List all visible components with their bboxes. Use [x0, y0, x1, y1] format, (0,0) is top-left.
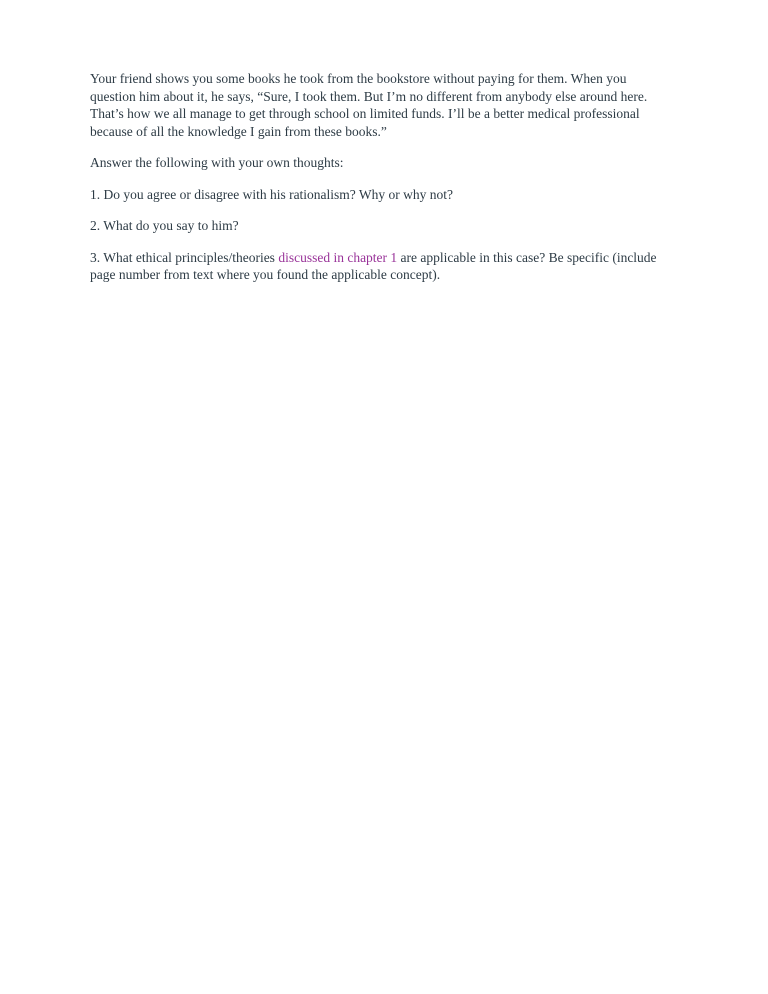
case-study-paragraph: Your friend shows you some books he took from the bookstore without paying for them. When you question him about it, he says, “Sure, I took them. But I’m no different from anybody else around here. That’s how we all manage to get through school on limited funds. I’ll be a better medical professional because of all the knowledge I gain from these books.”: [90, 71, 648, 139]
question-3-text-after: are applicable in this case? Be specific (include page number from text where you found the applicable concept).: [90, 249, 657, 282]
question-3-text-before: 3. What ethical principles/theories: [90, 249, 279, 265]
assignment-description: [90, 70, 673, 284]
chapter-1-link[interactable]: discussed in chapter 1: [278, 249, 398, 265]
instructions-line: Answer the following with your own thoughts:: [90, 155, 344, 170]
question-2: 2. What do you say to him?: [90, 218, 239, 233]
question-1: 1. Do you agree or disagree with his rationalism? Why or why not?: [90, 186, 454, 202]
question-3: [90, 249, 672, 284]
